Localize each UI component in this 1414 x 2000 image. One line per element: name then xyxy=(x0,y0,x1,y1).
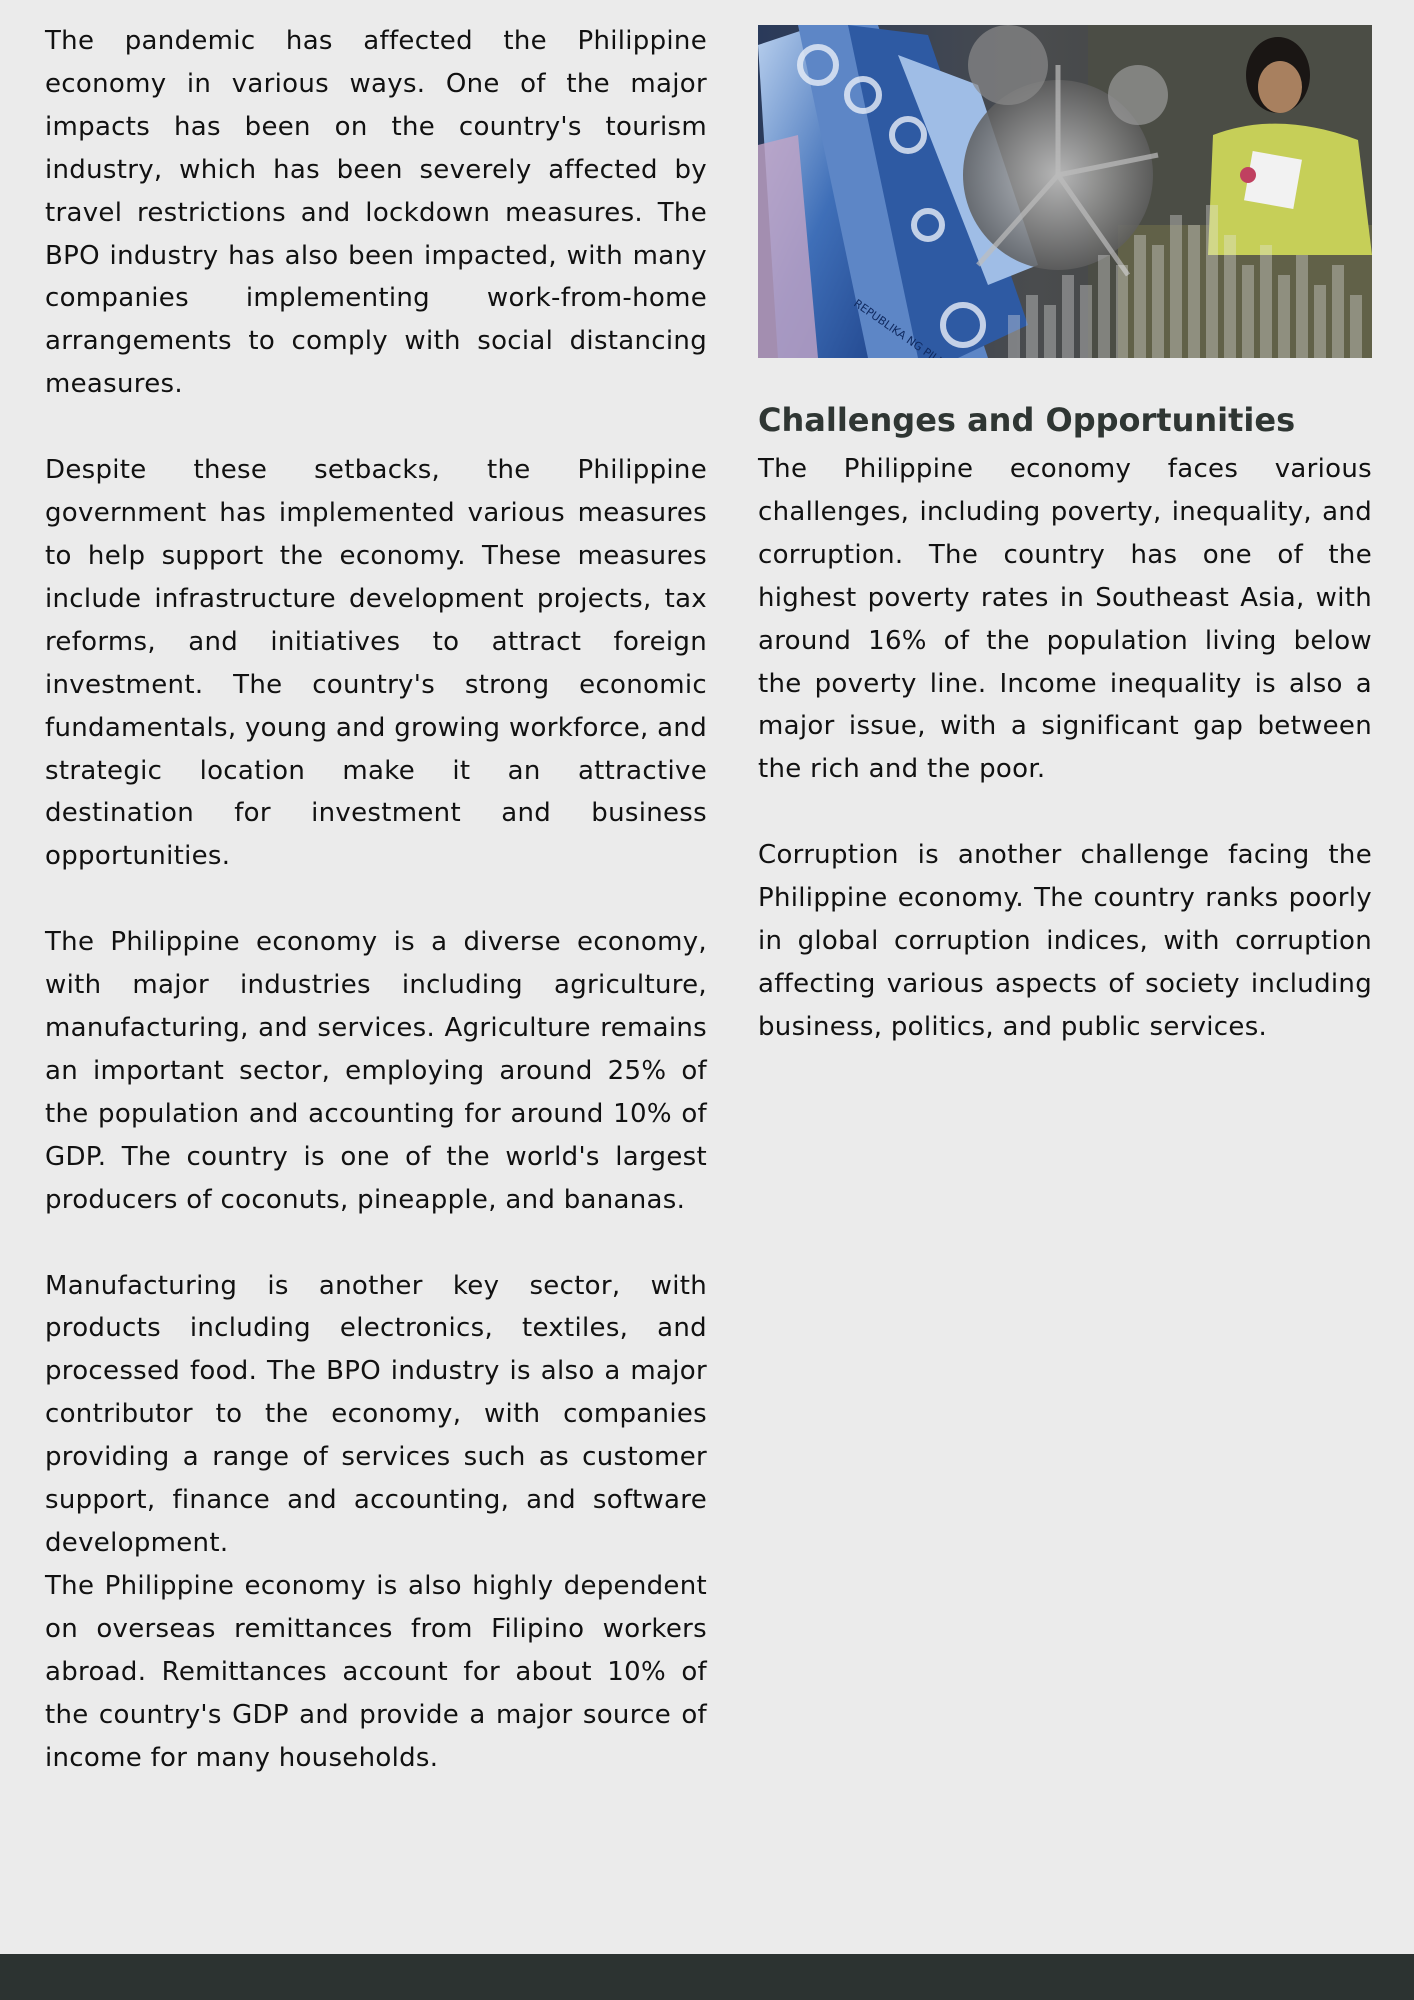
hero-collage-image xyxy=(758,25,1372,358)
footer-bar xyxy=(0,1954,1414,2000)
body-paragraph: Manufacturing is another key sector, with products including electronics, textiles, and processed food. The BPO industry is also a major contributor to the economy, with companies providing a range of services such as customer support, finance and accounting, and software development. xyxy=(45,1270,707,1558)
body-paragraph: Corruption is another challenge facing the Philippine economy. The country ranks poorly in global corruption indices, with corruption affecting various aspects of society including business, politics, and public services. xyxy=(758,840,1372,1042)
body-paragraph: The Philippine economy is also highly dependent on overseas remittances from Filipino workers abroad. Remittances account for about 10% of the country's GDP and provide a major source of income for many households. xyxy=(45,1570,707,1773)
body-paragraph: The Philippine economy faces various challenges, including poverty, inequality, and corruption. The country has one of the highest poverty rates in Southeast Asia, with around 16% of the population living below the poverty line. Income inequality is also a major issue, with a significant gap between the rich and the poor. xyxy=(758,454,1372,785)
body-paragraph: The pandemic has affected the Philippine economy in various ways. One of the major impacts has been on the country's tourism industry, which has been severely affected by travel restrictions and lockdown measures. The BPO industry has also been impacted, with many companies implementing work-from-home arrangements to comply with social distancing measures. xyxy=(45,26,707,400)
left-column xyxy=(45,20,707,1779)
section-title: Challenges and Opportunities xyxy=(758,401,1296,439)
body-paragraph: Despite these setbacks, the Philippine government has implemented various measures to help support the economy. These measures include infrastructure development projects, tax reforms, and initiatives to attract foreign investment. The country's strong economic fundamentals, young and growing workforce, and strategic location make it an attractive destination for investment and business opportunities. xyxy=(45,455,707,872)
right-column xyxy=(758,25,1372,1049)
body-paragraph: The Philippine economy is a diverse economy, with major industries including agriculture, manufacturing, and services. Agriculture remains an important sector, employing around 25% of the population and accounting for around 10% of GDP. The country is one of the world's largest producers of coconuts, pineapple, and bananas. xyxy=(45,927,707,1215)
